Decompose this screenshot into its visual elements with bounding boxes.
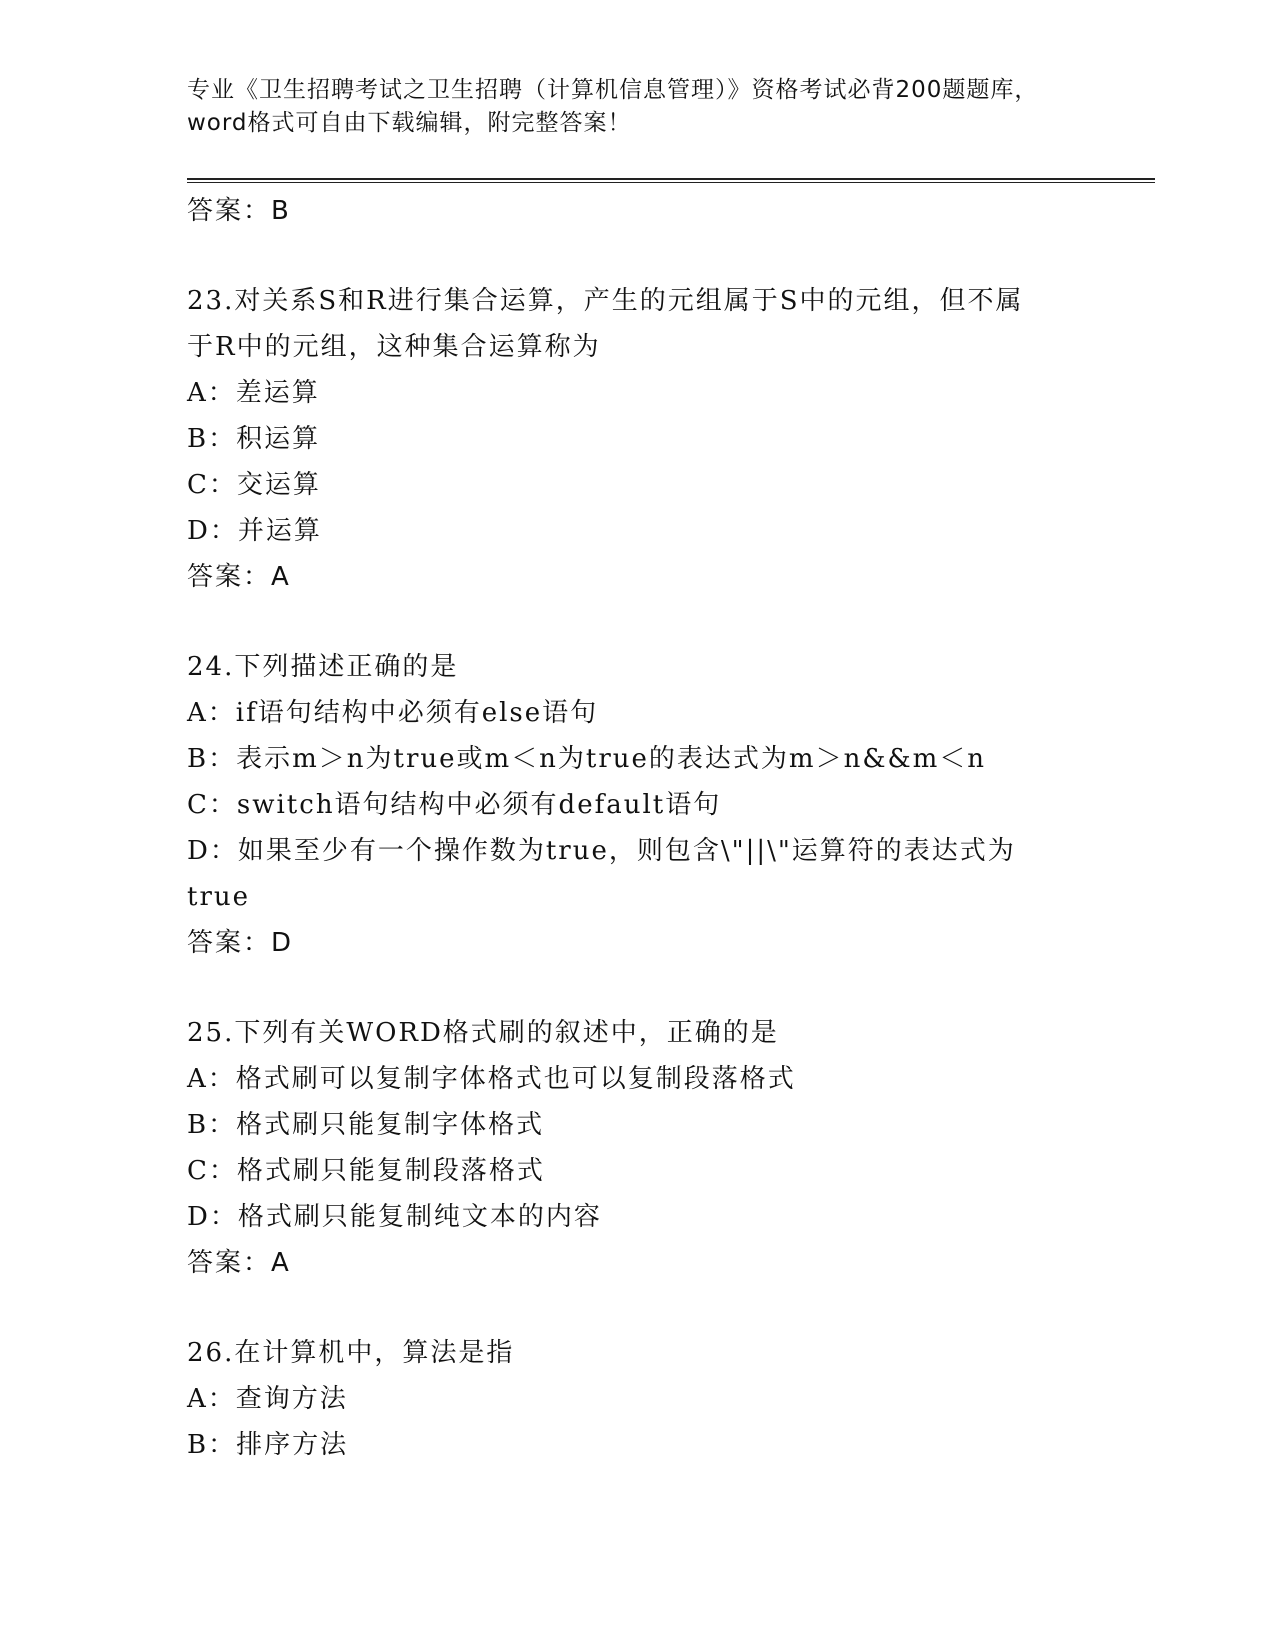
question-stem: 24.下列描述正确的是 bbox=[187, 652, 459, 682]
question-23 bbox=[187, 278, 1087, 600]
spacer bbox=[187, 1286, 1087, 1330]
header-divider bbox=[187, 178, 1155, 183]
answer: 答案：A bbox=[187, 562, 291, 592]
option-a: A：if语句结构中必须有else语句 bbox=[187, 698, 599, 728]
answer: 答案：A bbox=[187, 1248, 291, 1278]
option-c: C：交运算 bbox=[187, 470, 321, 500]
option-b: B：积运算 bbox=[187, 424, 321, 454]
option-b: B：格式刷只能复制字体格式 bbox=[187, 1110, 545, 1140]
question-24 bbox=[187, 644, 1087, 966]
option-d: D：并运算 bbox=[187, 516, 322, 546]
option-d: D：格式刷只能复制纯文本的内容 bbox=[187, 1202, 602, 1232]
option-a: A：差运算 bbox=[187, 378, 320, 408]
question-stem: 25.下列有关WORD格式刷的叙述中，正确的是 bbox=[187, 1018, 779, 1048]
document-header bbox=[187, 74, 1087, 140]
question-list bbox=[187, 188, 1087, 1468]
question-stem-continued: 于R中的元组，这种集合运算称为 bbox=[187, 332, 601, 362]
option-c: C：格式刷只能复制段落格式 bbox=[187, 1156, 545, 1186]
option-d-continued: true bbox=[187, 882, 251, 912]
option-a: A：查询方法 bbox=[187, 1384, 348, 1414]
spacer bbox=[187, 234, 1087, 278]
option-b: B：排序方法 bbox=[187, 1430, 349, 1460]
question-stem: 26.在计算机中，算法是指 bbox=[187, 1338, 515, 1368]
previous-answer: 答案：B bbox=[187, 196, 291, 226]
question-stem: 23.对关系S和R进行集合运算，产生的元组属于S中的元组，但不属 bbox=[187, 286, 1024, 316]
answer: 答案：D bbox=[187, 928, 294, 958]
option-d: D：如果至少有一个操作数为true，则包含\"||\"运算符的表达式为 bbox=[187, 836, 1016, 866]
spacer bbox=[187, 600, 1087, 644]
spacer bbox=[187, 966, 1087, 1010]
header-title-line1: 专业《卫生招聘考试之卫生招聘（计算机信息管理）》资格考试必背200题题库， bbox=[187, 77, 1039, 103]
question-26 bbox=[187, 1330, 1087, 1468]
header-title-line2: word格式可自由下载编辑，附完整答案！ bbox=[187, 110, 632, 136]
option-c: C：switch语句结构中必须有default语句 bbox=[187, 790, 722, 820]
option-a: A：格式刷可以复制字体格式也可以复制段落格式 bbox=[187, 1064, 796, 1094]
question-25 bbox=[187, 1010, 1087, 1286]
option-b: B：表示m＞n为true或m＜n为true的表达式为m＞n&&m＜n bbox=[187, 744, 987, 774]
